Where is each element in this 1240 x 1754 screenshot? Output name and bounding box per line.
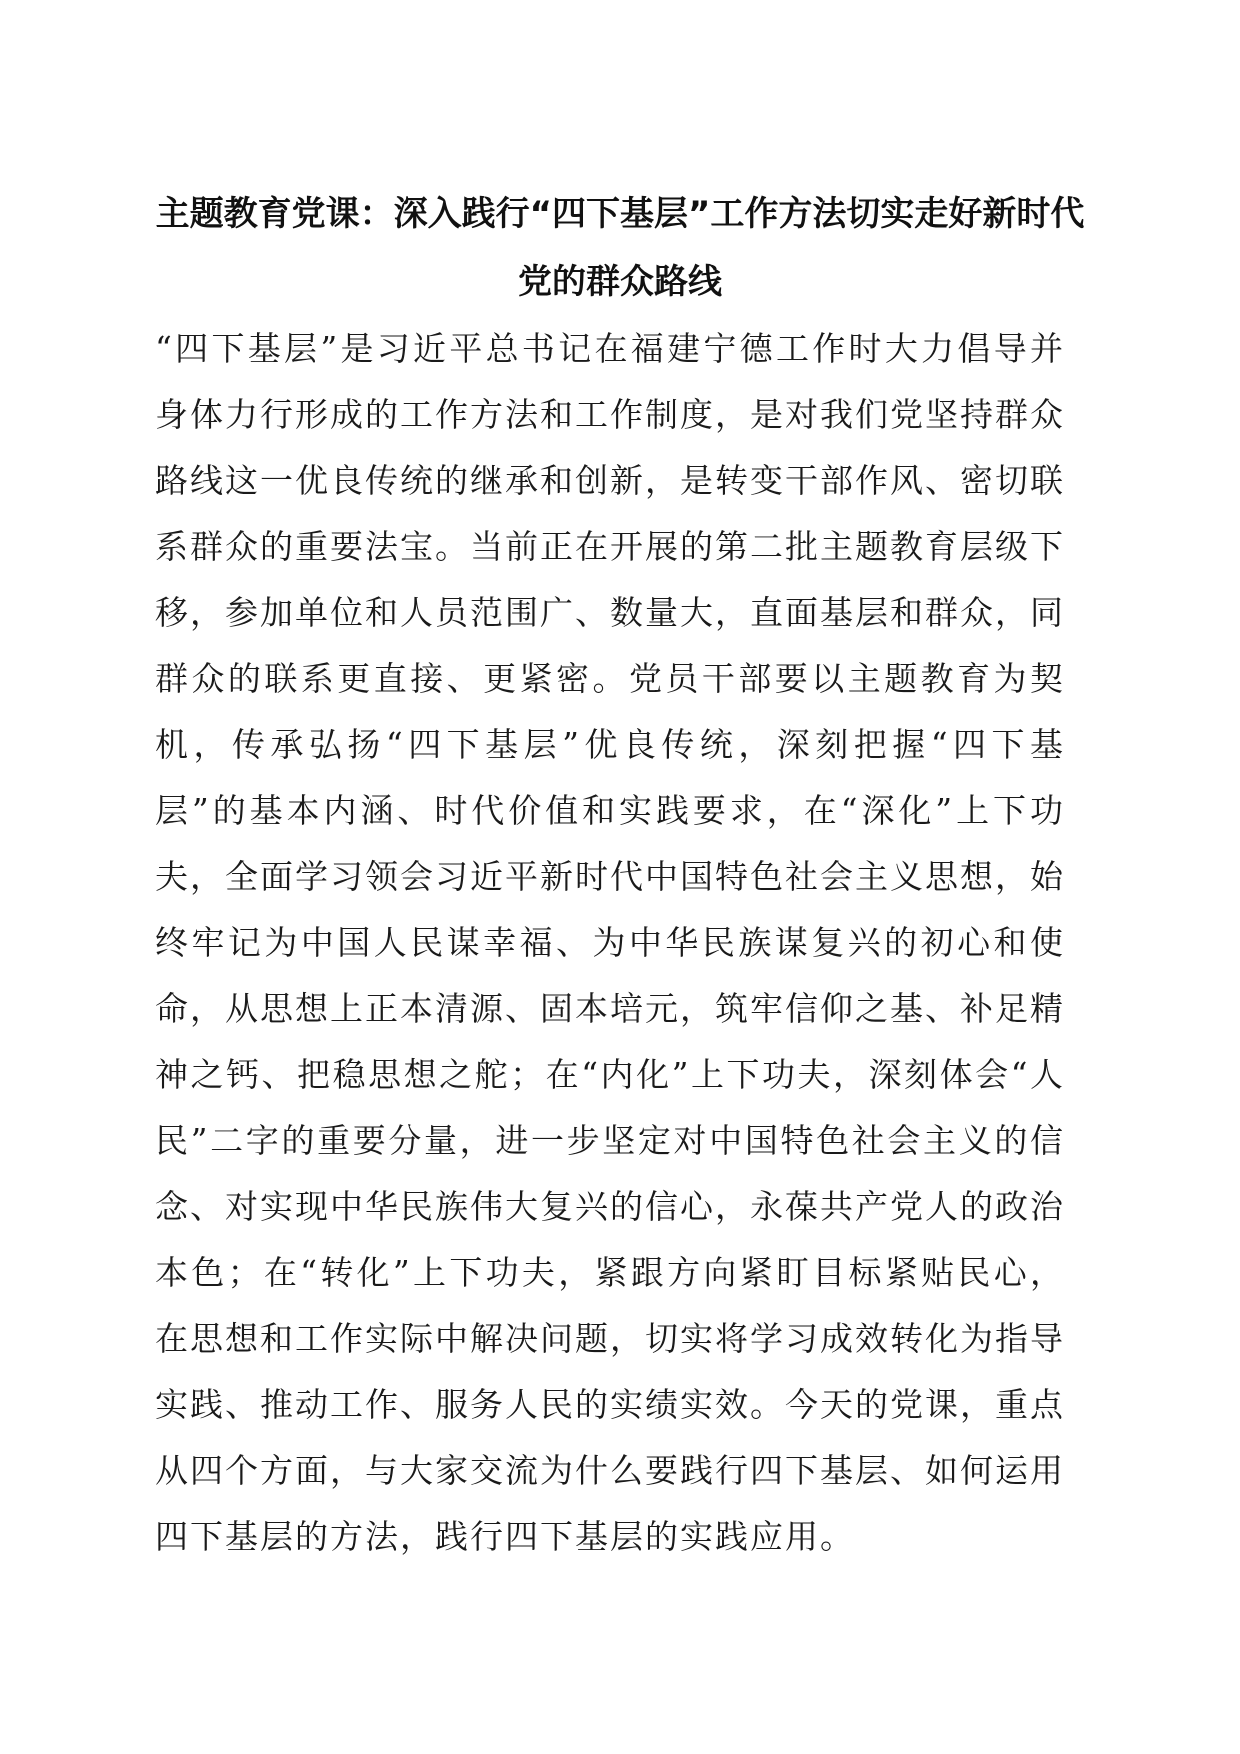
body-paragraph: “四下基层”是习近平总书记在福建宁德工作时大力倡导并身体力行形成的工作方法和工作制度，是对我们党坚持群众路线这一优良传统的继承和创新，是转变干部作风、密切联系群众的重要法宝。当前正在开展的第二批主题教育层级下移，参加单位和人员范围广、数量大，直面基层和群众，同群众的联系更直接、更紧密。党员干部要以主题教育为契机，传承弘扬“四下基层”优良传统，深刻把握“四下基层”的基本内涵、时代价值和实践要求，在“深化”上下功夫，全面学习领会习近平新时代中国特色社会主义思想，始终牢记为中国人民谋幸福、为中华民族谋复兴的初心和使命，从思想上正本清源、固本培元，筑牢信仰之基、补足精神之钙、把稳思想之舵；在“内化”上下功夫，深刻体会“人民”二字的重要分量，进一步坚定对中国特色社会主义的信念、对实现中华民族伟大复兴的信心，永葆共产党人的政治本色；在“转化”上下功夫，紧跟方向紧盯目标紧贴民心，在思想和工作实际中解决问题，切实将学习成效转化为指导实践、推动工作、服务人民的实绩实效。今天的党课，重点从四个方面，与大家交流为什么要践行四下基层、如何运用四下基层的方法，践行四下基层的实践应用。 (155, 329, 1065, 1556)
document-title: 主题教育党课：深入践行“四下基层”工作方法切实走好新时代党的群众路线 (155, 194, 1085, 302)
